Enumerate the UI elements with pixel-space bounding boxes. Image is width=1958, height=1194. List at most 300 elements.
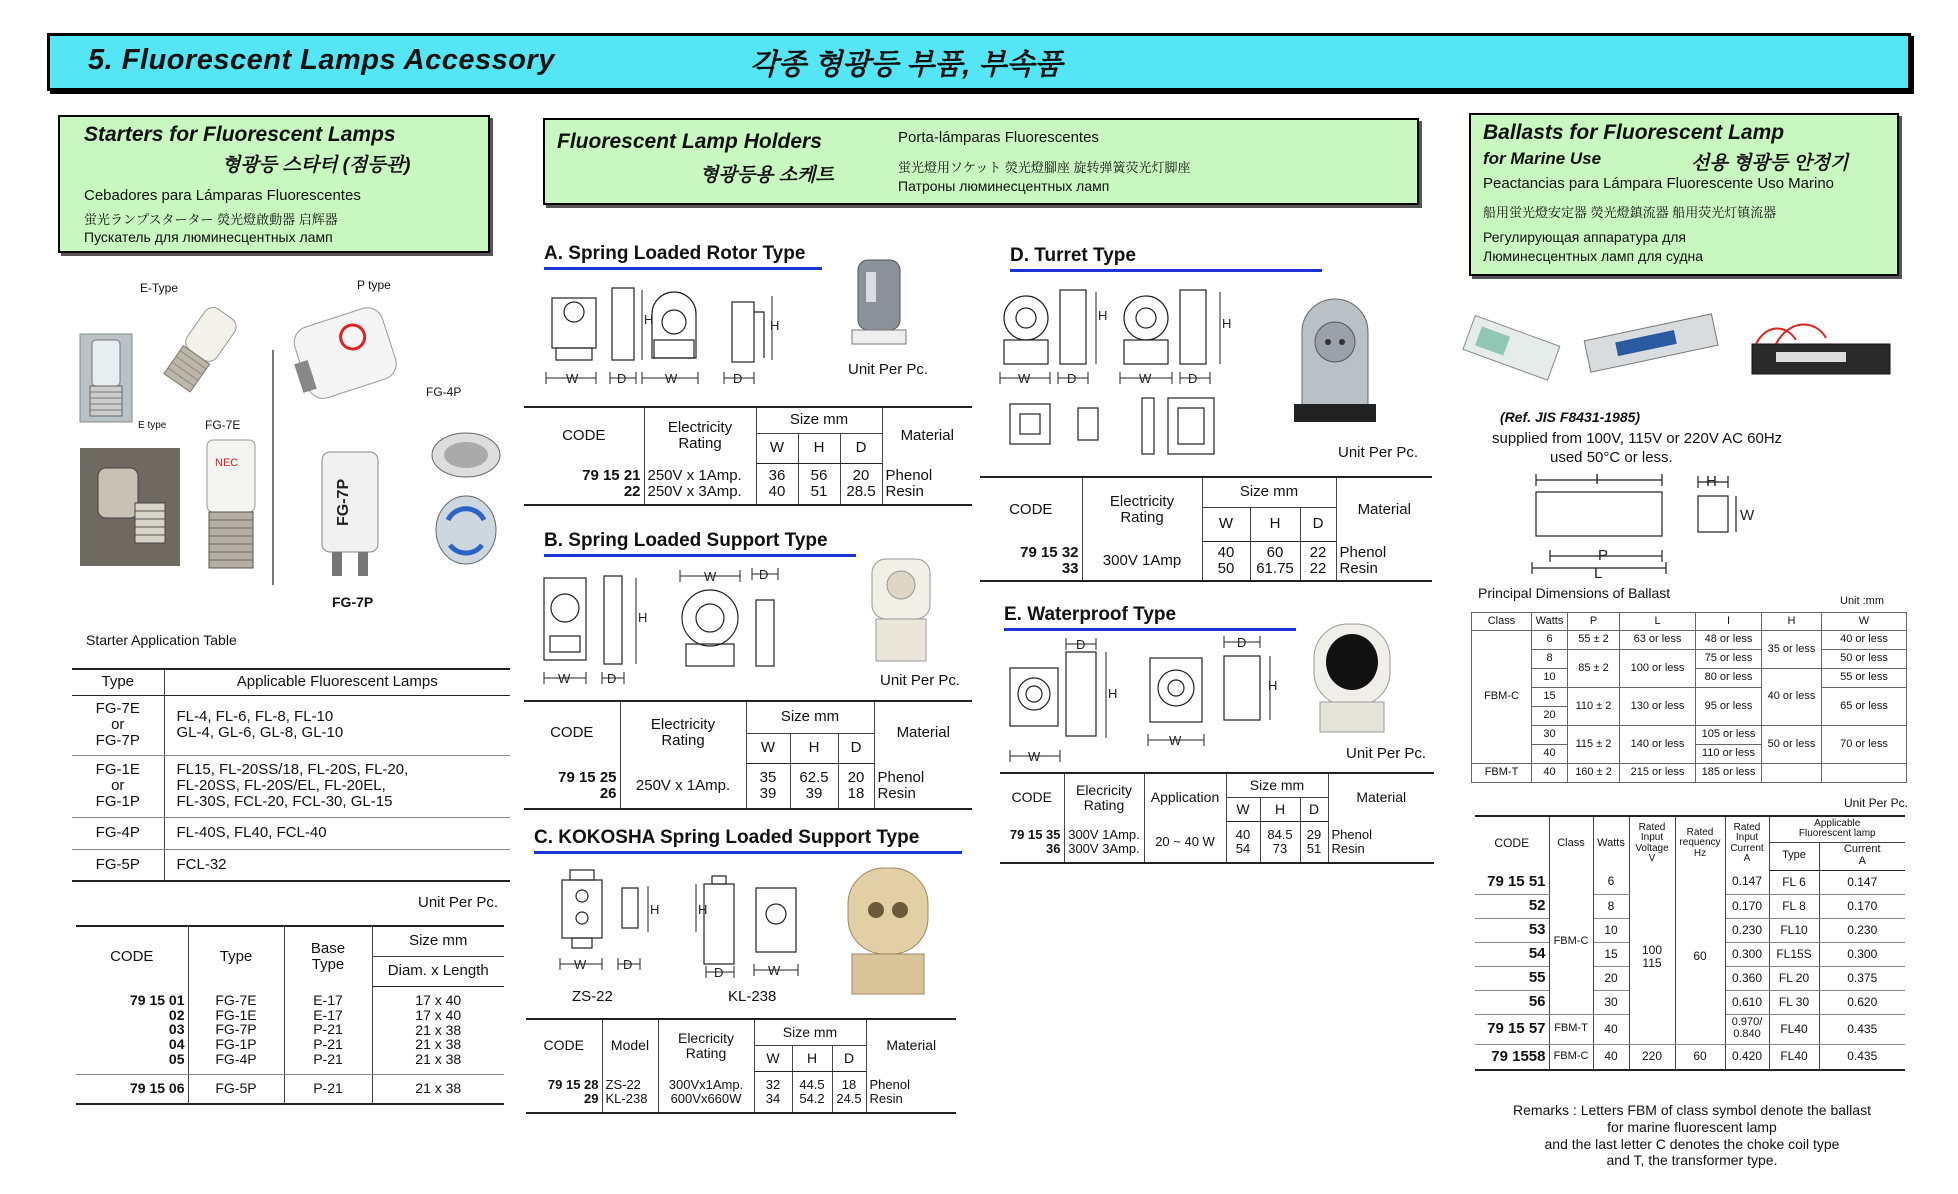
col-l: L — [1620, 613, 1696, 631]
sec-d-title: D. Turret Type — [1010, 245, 1322, 272]
table-cell — [1762, 764, 1822, 783]
table-cell: 220 — [1629, 1044, 1675, 1070]
dim-d: D — [1076, 637, 1086, 652]
col-elec: Electricity Rating — [1082, 477, 1202, 541]
sec-b-unit: Unit Per Pc. — [880, 672, 961, 689]
dim-p: P — [1598, 547, 1609, 564]
sec-e-table — [1000, 772, 1434, 864]
dim-h: H — [698, 902, 708, 917]
table-cell: 40 — [1532, 745, 1568, 764]
table-cell: 79 15 57 — [1475, 1014, 1549, 1044]
table-cell: FL 6 — [1769, 870, 1819, 894]
label-fg7e: FG-7E — [205, 418, 241, 432]
col-watts: Watts — [1532, 613, 1568, 631]
table-cell: 54 — [1475, 942, 1549, 966]
table-cell: FL 20 — [1769, 966, 1819, 990]
starters-line-es: Cebadores para Lámparas Fluorescentes — [84, 187, 361, 204]
ballasts-line-ru2: Люминесцентных ламп для судна — [1483, 248, 1704, 264]
table-cell: 60 — [1675, 870, 1725, 1044]
table-cell: 29 51 — [1300, 821, 1328, 863]
sec-d-unit: Unit Per Pc. — [1338, 444, 1419, 461]
col-size: Size mm — [1226, 773, 1328, 797]
col-size: Size mm — [756, 407, 882, 433]
holders-line-ru: Патроны люминесцентных ламп — [898, 178, 1110, 194]
holders-title: Fluorescent Lamp Holders — [557, 130, 822, 153]
table-cell: 20 — [1532, 707, 1568, 726]
col-base: Base Type — [284, 926, 372, 986]
sec-b-drawing — [540, 566, 792, 690]
table-cell: 0.147 — [1819, 870, 1905, 894]
dim-w: W — [665, 371, 678, 386]
starters-header — [58, 115, 490, 253]
table-cell: FCL-32 — [164, 849, 510, 881]
table-cell: FL15S — [1769, 942, 1819, 966]
table-cell: 85 ± 2 — [1568, 650, 1620, 688]
ballast-supplied: supplied from 100V, 115V or 220V AC 60Hz — [1492, 430, 1783, 447]
table-cell: 79 15 28 29 — [526, 1071, 602, 1113]
sec-a-title: A. Spring Loaded Rotor Type — [544, 243, 822, 270]
starter-photo-e-small — [78, 332, 134, 424]
table-cell: FBM-T — [1549, 1014, 1593, 1044]
starters-title-ko: 형광등 스타터 (점등관) — [222, 155, 411, 176]
table-cell: FL 30 — [1769, 990, 1819, 1014]
starter-photo-metal — [80, 448, 180, 566]
table-cell: 215 or less — [1620, 764, 1696, 783]
table-cell: 250V x 1Amp. 250V x 3Amp. — [644, 463, 756, 505]
table-cell: 63 or less — [1620, 631, 1696, 650]
col-code: CODE — [526, 1019, 602, 1071]
col-w: W — [746, 733, 790, 763]
col-elec: Elecricity Rating — [658, 1019, 754, 1071]
starters-title: Starters for Fluorescent Lamps — [84, 123, 396, 146]
dim-h: H — [1268, 678, 1278, 693]
col-applicable: Applicable Fluorescent lamp — [1769, 816, 1905, 842]
table-cell: 110 or less — [1696, 745, 1762, 764]
label-zs22: ZS-22 — [572, 988, 613, 1005]
table-cell: FBM-T — [1472, 764, 1532, 783]
table-cell: 79 15 01 02 03 04 05 — [76, 986, 188, 1074]
table-cell: 79 15 06 — [76, 1074, 188, 1104]
table-cell: FG-7E FG-1E FG-7P FG-1P FG-4P — [188, 986, 284, 1074]
banner-title-ko: 각종 형광등 부품, 부속품 — [750, 49, 1063, 81]
table-cell: 0.170 — [1819, 894, 1905, 918]
dim-l: L — [1594, 565, 1603, 580]
col-app: Application — [1144, 773, 1226, 821]
col-d: D — [1300, 507, 1336, 541]
sec-a-photo — [846, 250, 912, 348]
table-cell: 79 15 32 33 — [980, 541, 1082, 581]
col-code: CODE — [524, 407, 644, 463]
sec-a-table — [524, 406, 972, 506]
fg7p-mark: FG-7P — [335, 478, 352, 526]
dim-w: W — [704, 569, 717, 584]
sec-e-unit: Unit Per Pc. — [1346, 745, 1427, 762]
ballast-dimension-drawing — [1522, 468, 1772, 580]
dim-d: D — [623, 957, 633, 972]
table-cell: 0.610 — [1725, 990, 1769, 1014]
table-cell: 0.300 — [1819, 942, 1905, 966]
col-w: W — [1822, 613, 1907, 631]
table-cell: 6 — [1593, 870, 1629, 894]
dim-h: H — [1222, 316, 1232, 331]
sec-a-unit: Unit Per Pc. — [848, 361, 929, 378]
table-cell: 55 or less — [1822, 669, 1907, 688]
dim-h: H — [650, 902, 660, 917]
table-cell: FG-5P — [188, 1074, 284, 1104]
col-elec: Electricity Rating — [620, 701, 746, 763]
dim-w: W — [566, 371, 579, 386]
starter-photo-fg4p — [290, 305, 408, 405]
sec-e-drawing — [1002, 632, 1278, 766]
table-cell: 35 or less — [1762, 631, 1822, 669]
table-cell: 40 50 — [1202, 541, 1250, 581]
sec-d-photo — [1290, 292, 1380, 428]
table-cell: 300V 1Amp. 300V 3Amp. — [1064, 821, 1144, 863]
starter-photo-fg7p — [312, 448, 388, 580]
dim-d: D — [607, 671, 617, 686]
banner-title-en: 5. Fluorescent Lamps Accessory — [88, 44, 555, 76]
table-cell: 32 34 — [754, 1071, 792, 1113]
page-banner — [47, 33, 1911, 91]
table-cell: 130 or less — [1620, 688, 1696, 726]
sec-b-title: B. Spring Loaded Support Type — [544, 530, 856, 557]
col-diam: Diam. x Length — [372, 956, 504, 986]
table-cell: 300V 1Amp — [1082, 541, 1202, 581]
dim-w: W — [1169, 733, 1182, 748]
starter-photo-socket — [428, 425, 504, 585]
table-cell: 79 15 51 — [1475, 870, 1549, 894]
ballasts-unit: Unit Per Pc. — [1844, 796, 1909, 810]
col-lamp-type: Type — [1769, 842, 1819, 870]
table-cell: 79 1558 — [1475, 1044, 1549, 1070]
holders-title-ko: 형광등용 소케트 — [700, 165, 834, 186]
col-mat: Material — [1336, 477, 1432, 541]
dim-h: H — [644, 312, 654, 327]
starters-line-ru: Пускатель для люминесцентных ламп — [84, 229, 333, 245]
table-cell: 21 x 38 — [372, 1074, 504, 1104]
dim-w: W — [1018, 371, 1031, 386]
dim-h: H — [1108, 686, 1118, 701]
col-code: CODE — [76, 926, 188, 986]
sec-b-photo — [862, 555, 940, 667]
divider — [272, 350, 274, 585]
holders-header — [543, 118, 1419, 205]
sec-a-drawing — [544, 282, 784, 390]
table-cell: 40 or less — [1822, 631, 1907, 650]
sec-c-photo — [838, 866, 938, 998]
starters-unit: Unit Per Pc. — [418, 894, 499, 911]
col-code: CODE — [1000, 773, 1064, 821]
table-cell: FL40 — [1769, 1014, 1819, 1044]
table-cell: 35 39 — [746, 763, 790, 809]
table-cell: 0.435 — [1819, 1014, 1905, 1044]
col-freq: Rated requency Hz — [1675, 816, 1725, 870]
table-cell: 18 24.5 — [832, 1071, 866, 1113]
label-fg4p: FG-4P — [426, 385, 462, 399]
col-h: H — [798, 433, 840, 463]
col-voltage: Rated Input Voltage V — [1629, 816, 1675, 870]
table-cell: 22 22 — [1300, 541, 1336, 581]
col-mat: Material — [1328, 773, 1434, 821]
col-mat: Material — [882, 407, 972, 463]
ballasts-line-jp: 船用蛍光燈安定器 熒光燈鎮流器 船用荧光灯镇流器 — [1483, 205, 1777, 220]
col-w: W — [1202, 507, 1250, 541]
table-cell: 115 ± 2 — [1568, 726, 1620, 764]
col-d: D — [838, 733, 874, 763]
col-d: D — [840, 433, 882, 463]
dim-w: W — [1028, 749, 1041, 764]
starter-photo-fg7e — [195, 436, 267, 576]
col-current: Rated Input Current A — [1725, 816, 1769, 870]
table-cell: 8 — [1532, 650, 1568, 669]
col-lamps: Applicable Fluorescent Lamps — [164, 669, 510, 695]
sec-d-table — [980, 476, 1432, 582]
col-h: H — [1250, 507, 1300, 541]
table-cell: FG-1E or FG-1P — [72, 755, 164, 817]
table-cell: 160 ± 2 — [1568, 764, 1620, 783]
table-cell: FBM-C — [1549, 1044, 1593, 1070]
table-cell: 55 — [1475, 966, 1549, 990]
table-cell: Phenol Resin — [1328, 821, 1434, 863]
label-kl238: KL-238 — [728, 988, 777, 1005]
dim-d: D — [617, 371, 627, 386]
col-model: Model — [602, 1019, 658, 1071]
table-cell: 20 18 — [838, 763, 874, 809]
table-cell: E-17 E-17 P-21 P-21 P-21 — [284, 986, 372, 1074]
table-cell: 60 — [1675, 1044, 1725, 1070]
ballasts-line-es: Peactancias para Lámpara Fluorescente Uso Marino — [1483, 175, 1835, 192]
holders-line-es: Porta-lámparas Fluorescentes — [898, 129, 1099, 146]
table-cell: 40 or less — [1762, 669, 1822, 726]
col-type: Type — [72, 669, 164, 695]
table-cell: 0.230 — [1819, 918, 1905, 942]
dim-w: W — [574, 957, 587, 972]
starters-line-jp: 蛍光ランプスターター 熒光燈啟動器 启辉器 — [84, 212, 338, 227]
table-cell: 0.360 — [1725, 966, 1769, 990]
table-cell: 185 or less — [1696, 764, 1762, 783]
table-cell: 105 or less — [1696, 726, 1762, 745]
col-size: Size mm — [746, 701, 874, 733]
col-i: I — [1696, 613, 1762, 631]
ballast-ref: (Ref. JIS F8431-1985) — [1500, 409, 1641, 425]
ballast-used: used 50°C or less. — [1550, 449, 1673, 466]
table-cell: 0.300 — [1725, 942, 1769, 966]
table-cell: FBM-C — [1472, 631, 1532, 764]
col-watts: Watts — [1593, 816, 1629, 870]
table-cell: 50 or less — [1762, 726, 1822, 764]
starter-photo-e-white — [150, 300, 250, 400]
table-cell: 95 or less — [1696, 688, 1762, 726]
table-cell: FL-40S, FL40, FCL-40 — [164, 817, 510, 849]
table-cell — [1822, 764, 1907, 783]
ballasts-line-ru1: Регулирующая аппаратура для — [1483, 229, 1686, 245]
dim-h: H — [770, 318, 780, 333]
dim-d: D — [1188, 371, 1198, 386]
dim-w: W — [558, 671, 571, 686]
holders-line-jp: 蛍光燈用ソケット 熒光燈腳座 旋转弹簧荧光灯脚座 — [898, 160, 1191, 175]
ballast-photos — [1456, 298, 1906, 398]
sec-e-photo — [1304, 618, 1400, 738]
table-cell: Phenol Resin — [874, 763, 972, 809]
dim-w: W — [1139, 371, 1152, 386]
col-class: Class — [1549, 816, 1593, 870]
sec-d-drawing — [996, 284, 1252, 464]
table-cell: 30 — [1532, 726, 1568, 745]
table-cell: 300Vx1Amp. 600Vx660W — [658, 1071, 754, 1113]
ballast-dim-title: Principal Dimensions of Ballast — [1478, 585, 1671, 601]
table-cell: 53 — [1475, 918, 1549, 942]
ballasts-header — [1469, 113, 1899, 276]
col-h: H — [1260, 797, 1300, 821]
col-h: H — [792, 1045, 832, 1071]
table-cell: FG-4P — [72, 817, 164, 849]
starter-app-title: Starter Application Table — [86, 632, 237, 648]
ballast-dim-unit: Unit :mm — [1840, 595, 1884, 607]
table-cell: 6 — [1532, 631, 1568, 650]
table-cell: 15 — [1593, 942, 1629, 966]
table-cell: 250V x 1Amp. — [620, 763, 746, 809]
table-cell: FL-4, FL-6, FL-8, FL-10 GL-4, GL-6, GL-8, GL-10 — [164, 695, 510, 755]
table-cell: 0.435 — [1819, 1044, 1905, 1070]
ballasts-subtitle: for Marine Use — [1483, 149, 1602, 168]
table-cell: 20 28.5 — [840, 463, 882, 505]
table-cell: 10 — [1532, 669, 1568, 688]
table-cell: FL40 — [1769, 1044, 1819, 1070]
col-d: D — [1300, 797, 1328, 821]
sec-b-table — [524, 700, 972, 810]
table-cell: FL15, FL-20SS/18, FL-20S, FL-20, FL-20SS, FL-20S/EL, FL-20EL, FL-30S, FCL-20, FCL-30, GL-15 — [164, 755, 510, 817]
dim-h: H — [1098, 308, 1108, 323]
table-cell: 0.620 — [1819, 990, 1905, 1014]
table-cell: 75 or less — [1696, 650, 1762, 669]
table-cell: 70 or less — [1822, 726, 1907, 764]
table-cell: 48 or less — [1696, 631, 1762, 650]
table-cell: 62.5 39 — [790, 763, 838, 809]
col-w: W — [754, 1045, 792, 1071]
starters-table — [76, 925, 504, 1105]
table-cell: 40 — [1593, 1014, 1629, 1044]
table-cell: 100 or less — [1620, 650, 1696, 688]
col-w: W — [1226, 797, 1260, 821]
nec-mark: NEC — [215, 457, 239, 469]
table-cell: 10 — [1593, 918, 1629, 942]
col-mat: Material — [874, 701, 972, 763]
ballasts-title: Ballasts for Fluorescent Lamp — [1483, 121, 1785, 144]
dim-w: W — [768, 963, 781, 978]
sec-c-table — [526, 1018, 956, 1114]
starter-application-table — [72, 668, 510, 882]
ballasts-title-ko: 선용 형광등 안정기 — [1691, 153, 1849, 174]
table-cell: 100 115 — [1629, 870, 1675, 1044]
table-cell: 80 or less — [1696, 669, 1762, 688]
col-elec: Electricity Rating — [644, 407, 756, 463]
col-size: Size mm — [754, 1019, 866, 1045]
label-etype-small: E type — [138, 420, 167, 431]
dim-i: I — [1595, 471, 1600, 488]
table-cell: 79 15 25 26 — [524, 763, 620, 809]
table-cell: 40 — [1593, 1044, 1629, 1070]
col-h: H — [790, 733, 838, 763]
table-cell: 0.170 — [1725, 894, 1769, 918]
table-cell: 79 15 35 36 — [1000, 821, 1064, 863]
col-p: P — [1568, 613, 1620, 631]
table-cell: 0.970/ 0.840 — [1725, 1014, 1769, 1044]
table-cell: 50 or less — [1822, 650, 1907, 669]
dim-w: W — [1740, 507, 1755, 524]
table-cell: 140 or less — [1620, 726, 1696, 764]
label-ptype: P type — [357, 278, 391, 292]
table-cell: FL10 — [1769, 918, 1819, 942]
col-code: CODE — [980, 477, 1082, 541]
ballasts-table — [1475, 815, 1905, 1071]
table-cell: P-21 — [284, 1074, 372, 1104]
label-etype: E-Type — [140, 281, 179, 295]
table-cell: 0.420 — [1725, 1044, 1769, 1070]
table-cell: FG-5P — [72, 849, 164, 881]
col-lamp-current: Current A — [1819, 842, 1905, 870]
table-cell: Phenol Resin — [1336, 541, 1432, 581]
sec-e-title: E. Waterproof Type — [1004, 604, 1296, 631]
table-cell: 0.147 — [1725, 870, 1769, 894]
table-cell: 110 ± 2 — [1568, 688, 1620, 726]
table-cell: 0.375 — [1819, 966, 1905, 990]
table-cell: 20 ~ 40 W — [1144, 821, 1226, 863]
table-cell: 8 — [1593, 894, 1629, 918]
dim-d: D — [1237, 635, 1247, 650]
table-cell: 55 ± 2 — [1568, 631, 1620, 650]
dim-d: D — [759, 567, 769, 582]
col-size: Size mm — [372, 926, 504, 956]
col-code: CODE — [524, 701, 620, 763]
table-cell: 60 61.75 — [1250, 541, 1300, 581]
col-class: Class — [1472, 613, 1532, 631]
ballast-remarks: Remarks : Letters FBM of class symbol denote the ballast for marine fluorescent lamp and the last letter C denotes the choke coil type and T, the transformer type. — [1513, 1102, 1871, 1169]
dim-d: D — [1067, 371, 1077, 386]
ballast-dimension-table — [1471, 612, 1907, 783]
dim-d: D — [714, 965, 724, 980]
col-size: Size mm — [1202, 477, 1336, 507]
table-cell: FBM-C — [1549, 870, 1593, 1014]
table-cell: ZS-22 KL-238 — [602, 1071, 658, 1113]
table-cell: Phenol Resin — [866, 1071, 956, 1113]
label-fg7p: FG-7P — [332, 594, 374, 610]
col-mat: Material — [866, 1019, 956, 1071]
table-cell: FL 8 — [1769, 894, 1819, 918]
col-code: CODE — [1475, 816, 1549, 870]
sec-c-drawing — [556, 866, 816, 982]
table-cell: FG-7E or FG-7P — [72, 695, 164, 755]
table-cell: 15 — [1532, 688, 1568, 707]
col-type: Type — [188, 926, 284, 986]
col-w: W — [756, 433, 798, 463]
col-d: D — [832, 1045, 866, 1071]
table-cell: 40 54 — [1226, 821, 1260, 863]
col-elec: Elecricity Rating — [1064, 773, 1144, 821]
table-cell: 17 x 40 17 x 40 21 x 38 21 x 38 21 x 38 — [372, 986, 504, 1074]
table-cell: 84.5 73 — [1260, 821, 1300, 863]
table-cell: 30 — [1593, 990, 1629, 1014]
table-cell: 56 — [1475, 990, 1549, 1014]
sec-c-title: C. KOKOSHA Spring Loaded Support Type — [534, 827, 962, 854]
table-cell: 79 15 21 22 — [524, 463, 644, 505]
col-h: H — [1762, 613, 1822, 631]
dim-h: H — [638, 610, 648, 625]
table-cell: Phenol Resin — [882, 463, 972, 505]
table-cell: 44.5 54.2 — [792, 1071, 832, 1113]
dim-d: D — [733, 371, 743, 386]
table-cell: 0.230 — [1725, 918, 1769, 942]
table-cell: 20 — [1593, 966, 1629, 990]
